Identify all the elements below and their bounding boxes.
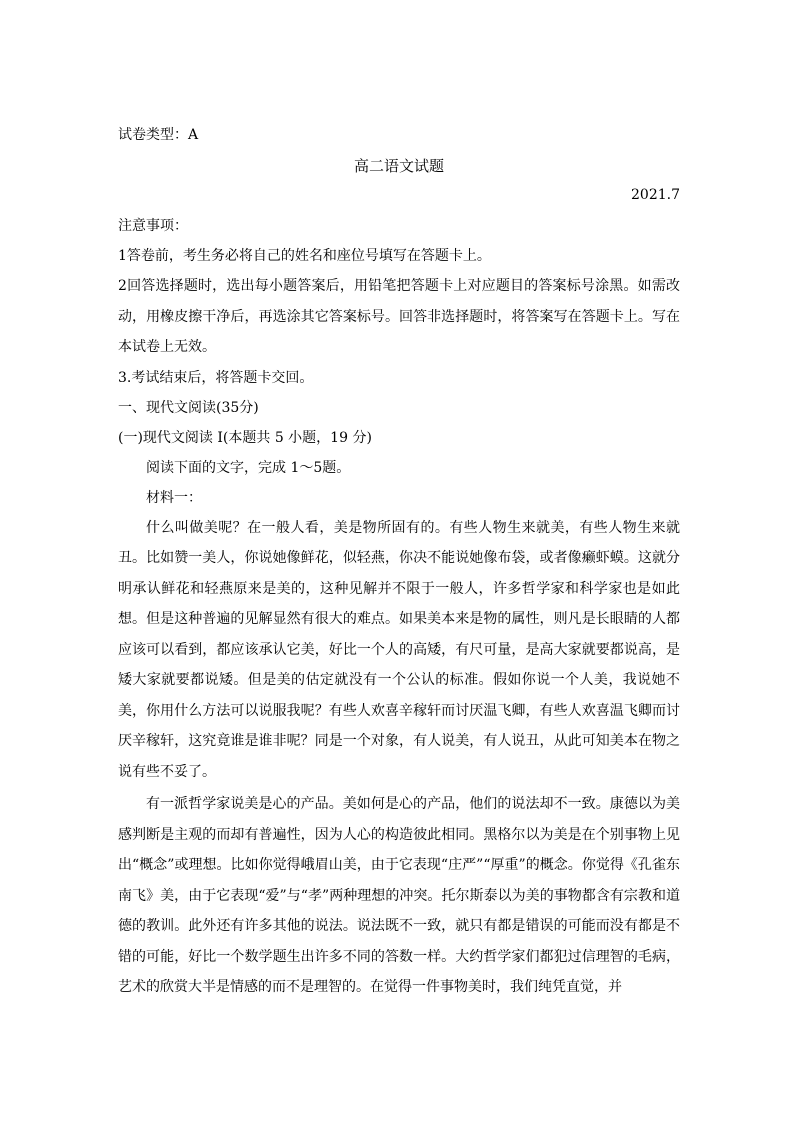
exam-date: 2021.7 [631,187,680,203]
passage-paragraph-2: 有一派哲学家说美是心的产品。美如何是心的产品，他们的说法却不一致。康德以为美感判断是主观的而却有普遍性，因为人心的构造彼此相同。黑格尔以为美是在个别事物上见出“概念”或理想。比如你觉得峨眉山美，由于它表现“庄严”“厚重”的概念。你觉得《孔雀东南飞》美，由于它表现“爱”与“孝”两种理想的冲突。托尔斯泰以为美的事物都含有宗教和道德的教训。此外还有许多其他的说法。说法既不一致，就只有都是错误的可能而没有都是不错的可能，好比一个数学题生出许多不同的答数一样。大约哲学家们都犯过信理智的毛病，艺术的欣赏大半是情感的而不是理智的。在觉得一件事物美时，我们纯凭直觉，并 [118,796,680,995]
notes-item-3: 3.考试结束后，将答题卡交回。 [118,369,314,386]
notes-item-2: 2回答选择题时，选出每小题答案后，用铅笔把答题卡上对应题目的答案标号涂黑。如需改动，用橡皮擦干净后，再选涂其它答案标号。回答非选择题时，将答案写在答题卡上。写在本试卷上无效。 [118,278,680,355]
passage-paragraph-1: 什么叫做美呢？在一般人看，美是物所固有的。有些人物生来就美，有些人物生来就丑。比如赞一美人，你说她像鲜花，似轻燕，你决不能说她像布袋，或者像癞虾蟆。这就分明承认鲜花和轻燕原来是美的，这种见解并不限于一般人，许多哲学家和科学家也是如此想。但是这种普遍的见解显然有很大的难点。如果美本来是物的属性，则凡是长眼睛的人都应该可以看到，都应该承认它美，好比一个人的高矮，有尺可量，是高大家就要都说高，是矮大家就要都说矮。但是美的估定就没有一个公认的标准。假如你说一个人美，我说她不美，你用什么方法可以说服我呢？有些人欢喜辛稼轩而讨厌温飞卿，有些人欢喜温飞卿而讨厌辛稼轩，这究竟谁是谁非呢？同是一个对象，有人说美，有人说丑，从此可知美本在物之说有些不妥了。 [118,519,680,780]
notes-item-1: 1答卷前，考生务必将自己的姓名和座位号填写在答题卡上。 [118,248,491,264]
material-label: 材料一： [146,489,202,506]
page-title: 高二语文试题 [353,157,444,175]
section-subheading: (一)现代文阅读 I(本题共 5 小题，19 分) [118,429,372,446]
section-heading: 一、现代文阅读(35分) [118,399,259,416]
notes-block [118,211,680,393]
section-block [118,393,680,513]
exam-page [118,124,680,1003]
reading-instruction: 阅读下面的文字，完成 1～5题。 [146,459,351,476]
notes-heading: 注意事项： [118,218,188,234]
paper-type: 试卷类型：A [118,127,199,143]
